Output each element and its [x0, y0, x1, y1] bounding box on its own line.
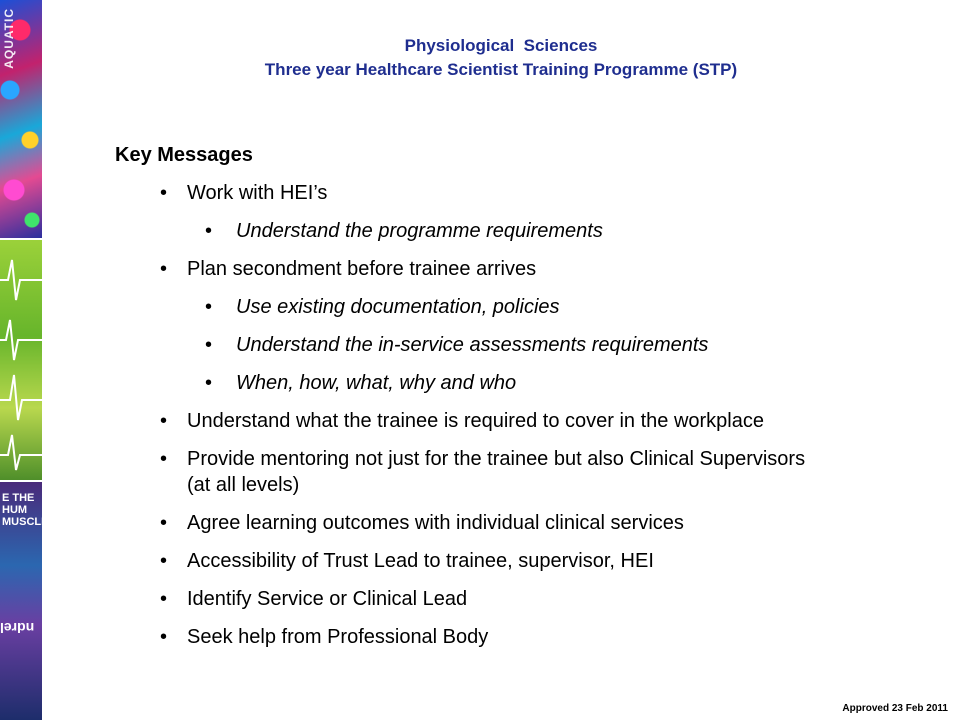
slide-title-line1: Physiological Sciences — [404, 36, 598, 55]
list-item: • Provide mentoring not just for the trainee but also Clinical Supervisors (at all levels) — [160, 448, 806, 496]
strip-text-mid: E THE HUM MUSCLE — [2, 492, 49, 528]
decorative-ecg-panel — [0, 240, 42, 480]
bullet-icon: • — [205, 372, 213, 394]
list-item: • Identify Service or Clinical Lead — [160, 588, 468, 610]
list-item: • Use existing documentation, policies — [205, 296, 560, 318]
list-item: • Agree learning outcomes with individual clinical services — [160, 512, 684, 534]
bullet-icon: • — [160, 626, 168, 648]
bullet-icon: • — [160, 512, 168, 534]
list-item: • Understand what the trainee is required to cover in the workplace — [160, 410, 764, 432]
bullet-icon: • — [160, 588, 168, 610]
bullet-icon: • — [160, 448, 168, 470]
bullet-icon: • — [160, 182, 168, 204]
key-messages-heading: Key Messages — [115, 144, 253, 166]
approval-footer: Approved 23 Feb 2011 — [842, 703, 948, 714]
list-item: • Understand the programme requirements — [205, 220, 603, 242]
list-item: • When, how, what, why and who — [205, 372, 517, 394]
decorative-muscle-panel — [0, 482, 49, 720]
list-item: • Work with HEI’s — [160, 182, 328, 204]
list-item: • Plan secondment before trainee arrives — [160, 258, 537, 280]
strip-text-top: AQUATIC — [2, 8, 16, 69]
list-item: • Seek help from Professional Body — [160, 626, 489, 648]
bullet-icon: • — [160, 410, 168, 432]
decorative-collage-top — [0, 0, 42, 238]
bullet-icon: • — [205, 220, 213, 242]
bullet-icon: • — [205, 296, 213, 318]
ecg-trace-icon — [0, 240, 42, 480]
strip-text-low: ndrel — [0, 620, 35, 636]
list-item: • Accessibility of Trust Lead to trainee, supervisor, HEI — [160, 550, 654, 572]
list-item: • Understand the in-service assessments requirements — [205, 334, 709, 356]
bullet-icon: • — [205, 334, 213, 356]
slide-title-line2: Three year Healthcare Scientist Training Programme (STP) — [264, 60, 738, 79]
key-messages-list — [160, 180, 810, 662]
decorative-image-strip — [0, 0, 49, 720]
bullet-icon: • — [160, 550, 168, 572]
bullet-icon: • — [160, 258, 168, 280]
